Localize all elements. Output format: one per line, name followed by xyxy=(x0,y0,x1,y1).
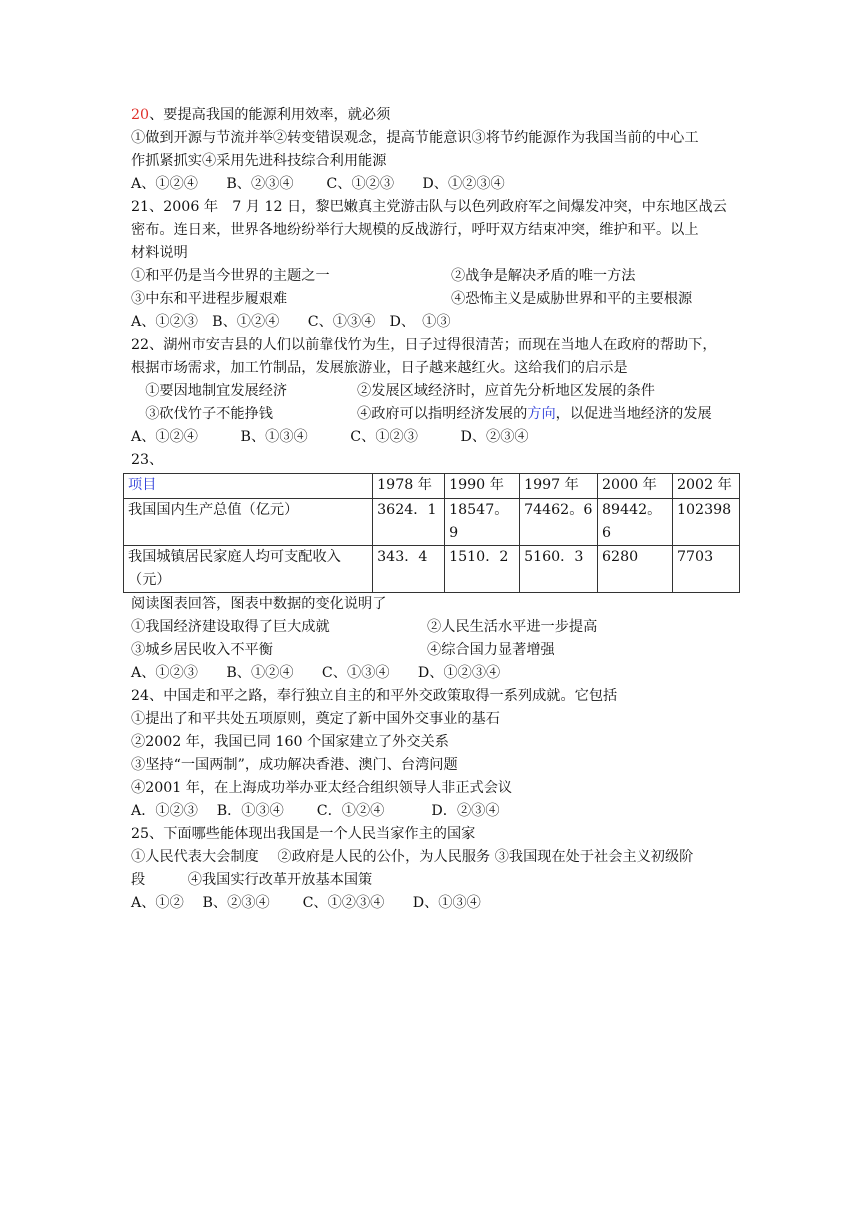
q24-option-4: ④2001 年，在上海成功举办亚太经合组织领导人非正式会议 xyxy=(131,780,513,796)
table-row xyxy=(124,499,740,546)
table-cell: 我国国内生产总值（亿元） xyxy=(124,499,373,546)
q20-stem-text: 、要提高我国的能源利用效率，就必须 xyxy=(149,107,391,123)
q24-choices: A．①②③ B．①③④ C．①②④ D．②③④ xyxy=(131,803,500,819)
table-header-cell: 1978 年 xyxy=(373,474,445,499)
table-cell: 102398 xyxy=(672,499,739,546)
q23-option-4: ④综合国力显著增强 xyxy=(427,642,555,658)
q20-choices: A、①②④ B、②③④ C、①②③ D、①②③④ xyxy=(131,176,505,192)
q23-choices: A、①②③ B、①②④ C、①③④ D、①②③④ xyxy=(131,665,501,681)
q22-option-4-link: 方向 xyxy=(527,406,556,422)
table-cell: 74462。6 xyxy=(520,499,598,546)
q25-options-line2: 段 ④我国实行改革开放基本国策 xyxy=(131,872,373,888)
table-row xyxy=(124,546,740,593)
q23-option-3: ③城乡居民收入不平衡 xyxy=(131,642,273,658)
table-cell: 7703 xyxy=(672,546,739,593)
document-page xyxy=(128,104,741,915)
q24-option-3: ③坚持“一国两制”，成功解决香港、澳门、台湾问题 xyxy=(131,757,458,773)
table-cell: 18547。9 xyxy=(445,499,520,546)
q21-option-3: ③中东和平进程步履艰难 xyxy=(131,291,288,307)
q25-options-line1: ①人民代表大会制度 ②政府是人民的公仆，为人民服务 ③我国现在处于社会主义初级阶 xyxy=(131,849,694,865)
table-header-cell: 项目 xyxy=(124,474,373,499)
q21-stem-line2: 密布。连日来，世界各地纷纷举行大规模的反战游行，呼吁双方结束冲突，维护和平。以上 xyxy=(131,222,699,238)
q22-option-1: ①要因地制宜发展经济 xyxy=(131,383,288,399)
table-cell: 6280 xyxy=(598,546,673,593)
q25-stem: 25、下面哪些能体现出我国是一个人民当家作主的国家 xyxy=(131,826,476,842)
q24-option-1: ①提出了和平共处五项原则，奠定了新中国外交事业的基石 xyxy=(131,711,500,727)
q24-stem: 24、中国走和平之路，奉行独立自主的和平外交政策取得一系列成就。它包括 xyxy=(131,688,618,704)
q23-number: 23、 xyxy=(131,452,164,468)
q22-option-4-text-a: ④政府可以指明经济发展的 xyxy=(357,406,528,422)
q21-option-4: ④恐怖主义是威胁世界和平的主要根源 xyxy=(451,291,693,307)
table-cell: 3624．1 xyxy=(373,499,445,546)
q21-options-row2 xyxy=(131,288,741,311)
q21-choices: A、①②③ B、①②④ C、①③④ D、 ①③ xyxy=(131,314,451,330)
q25-choices: A、①② B、②③④ C、①②③④ D、①③④ xyxy=(131,895,481,911)
q23-options-row1 xyxy=(131,616,741,639)
table-cell: 89442。6 xyxy=(598,499,673,546)
table-cell: 我国城镇居民家庭人均可支配收入（元） xyxy=(124,546,373,593)
table-cell: 1510．2 xyxy=(445,546,520,593)
q21-stem-line1: 21、2006 年 7 月 12 日，黎巴嫩真主党游击队与以色列政府军之间爆发冲突，中东地区战云 xyxy=(131,199,727,215)
q22-choices: A、①②④ B、①③④ C、①②③ D、②③④ xyxy=(131,429,529,445)
table-cell: 343．4 xyxy=(373,546,445,593)
q21-option-1: ①和平仍是当今世界的主题之一 xyxy=(131,268,330,284)
q21-option-2: ②战争是解决矛盾的唯一方法 xyxy=(451,268,636,284)
q23-stem: 阅读图表回答，图表中数据的变化说明了 xyxy=(131,596,387,612)
q23-options-row2 xyxy=(131,639,741,662)
table-header-cell: 2002 年 xyxy=(672,474,739,499)
q20-options-line2: 作抓紧抓实④采用先进科技综合利用能源 xyxy=(131,153,387,169)
q23-option-2: ②人民生活水平进一步提高 xyxy=(427,619,598,635)
q24-option-2: ②2002 年，我国已同 160 个国家建立了外交关系 xyxy=(131,734,449,750)
q20-stem xyxy=(131,104,741,127)
q22-option-4 xyxy=(357,403,712,426)
q21-stem-line3: 材料说明 xyxy=(131,245,188,261)
table-header-cell: 2000 年 xyxy=(598,474,673,499)
table-header-cell: 1990 年 xyxy=(445,474,520,499)
q23-data-table xyxy=(123,473,740,593)
q21-options-row1 xyxy=(131,265,741,288)
q22-options-row2 xyxy=(131,403,741,426)
q20-number: 20 xyxy=(131,107,150,123)
q22-stem-line1: 22、湖州市安吉县的人们以前靠伐竹为生，日子过得很清苦；而现在当地人在政府的帮助下， xyxy=(131,337,717,353)
table-header-row xyxy=(124,474,740,499)
q22-options-row1 xyxy=(131,380,741,403)
table-cell: 5160．3 xyxy=(520,546,598,593)
q20-options-line1: ①做到开源与节流并举②转变错误观念，提高节能意识③将节约能源作为我国当前的中心工 xyxy=(131,130,699,146)
q22-option-3: ③砍伐竹子不能挣钱 xyxy=(131,406,273,422)
q22-option-4-text-c: ，以促进当地经济的发展 xyxy=(555,406,712,422)
q23-option-1: ①我国经济建设取得了巨大成就 xyxy=(131,619,330,635)
table-header-cell: 1997 年 xyxy=(520,474,598,499)
q22-stem-line2: 根据市场需求，加工竹制品，发展旅游业，日子越来越红火。这给我们的启示是 xyxy=(131,360,628,376)
q22-option-2: ②发展区域经济时，应首先分析地区发展的条件 xyxy=(357,383,655,399)
